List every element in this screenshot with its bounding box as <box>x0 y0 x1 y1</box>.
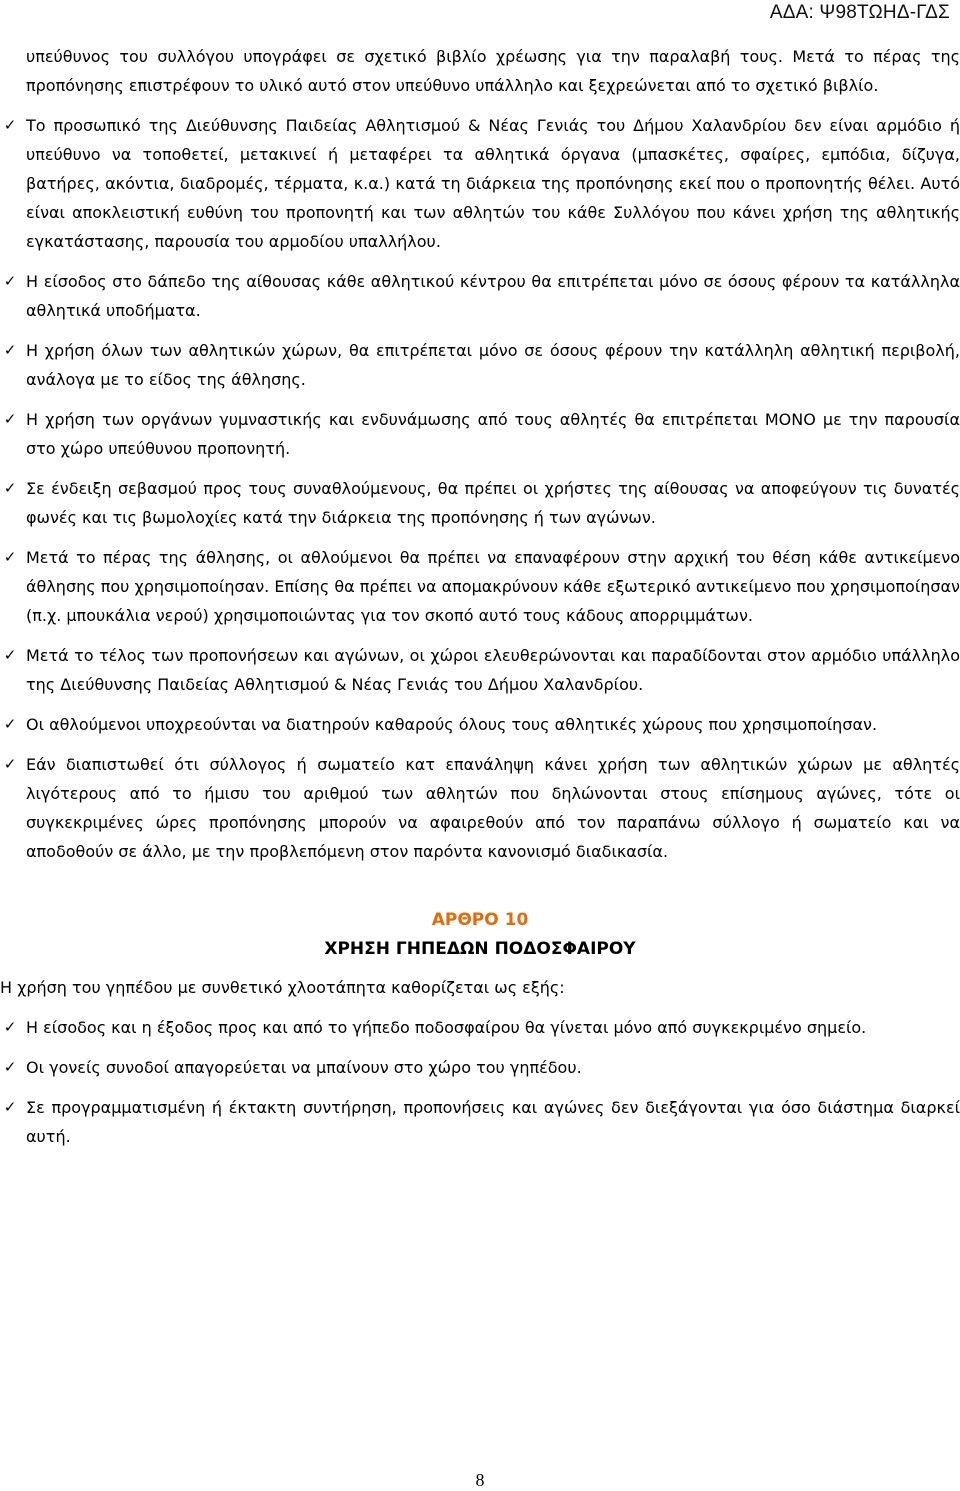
list-item-text: Σε ένδειξη σεβασμού προς τους συναθλούμενους, θα πρέπει οι χρήστες της αίθουσας να αποφεύγουν τις δυνατές φωνές και τις βωμολοχίες κατά την διάρκεια της προπόνησης ή των αγώνων. <box>26 479 960 527</box>
checkmark-icon: ✓ <box>3 1098 17 1116</box>
article-number: ΑΡΘΡΟ 10 <box>431 910 529 930</box>
list-item <box>0 405 960 463</box>
checkmark-icon: ✓ <box>3 715 17 733</box>
list-item-text: Σε προγραμματισμένη ή έκτακτη συντήρηση, προπονήσεις και αγώνες δεν διεξάγονται για όσο διάστημα διαρκεί αυτή. <box>26 1098 960 1146</box>
list-item-text: Το προσωπικό της Διεύθυνσης Παιδείας Αθλητισμού & Νέας Γενιάς του Δήμου Χαλανδρίου δεν είναι αρμόδιο ή υπεύθυνο να τοποθετεί, μετακινεί ή μεταφέρει τα αθλητικά όργανα (μπασκέτες, σφαίρες, εμπόδια, δίζυγα, βατήρες, ακόντια, διαδρομές, τέρματα, κ.α.) κατά τη διάρκεια της προπόνησης εκεί που ο προπονητής θέλει. Αυτό είναι αποκλειστική ευθύνη του προπονητή και των αθλητών του κάθε Συλλόγου που κάνει χρήση της αθλητικής εγκατάστασης, παρουσία του αρμοδίου υπαλλήλου. <box>26 116 960 251</box>
article-title: ΧΡΗΣΗ ΓΗΠΕΔΩΝ ΠΟΔΟΣΦΑΙΡΟΥ <box>324 939 636 959</box>
rules-list <box>0 111 960 866</box>
list-item-text: Οι αθλούμενοι υποχρεούνται να διατηρούν καθαρούς όλους τους αθλητικές χώρους που χρησιμοποίησαν. <box>26 715 878 734</box>
intro-paragraph: υπεύθυνος του συλλόγου υπογράφει σε σχετικό βιβλίο χρέωσης για την παραλαβή τους. Μετά το πέρας της προπόνησης επιστρέφουν το υλικό αυτό στον υπεύθυνο υπάλληλο και ξεχρεώνεται από το σχετικό βιβλίο. <box>26 47 960 95</box>
list-item-text: Η χρήση των οργάνων γυμναστικής και ενδυνάμωσης από τους αθλητές θα επιτρέπεται ΜΟΝΟ με την παρουσία στο χώρο υπεύθυνου προπονητή. <box>26 410 960 458</box>
article-rules-list <box>0 1013 960 1151</box>
list-item <box>0 1053 960 1082</box>
checkmark-icon: ✓ <box>3 755 17 773</box>
list-item <box>0 641 960 699</box>
checkmark-icon: ✓ <box>3 341 17 359</box>
checkmark-icon: ✓ <box>3 646 17 664</box>
checkmark-icon: ✓ <box>3 1058 17 1076</box>
list-item <box>0 111 960 256</box>
list-item-text: Μετά το πέρας της άθλησης, οι αθλούμενοι θα πρέπει να επαναφέρουν στην αρχική του θέση κάθε αντικείμενο άθλησης που χρησιμοποίησαν. Επίσης θα πρέπει να απομακρύνουν κάθε εξωτερικό αντικείμενο που χρησιμοποίησαν (π.χ. μπουκάλια νερού) χρησιμοποιώντας για τον σκοπό αυτό τους κάδους απορριμμάτων. <box>26 548 960 625</box>
list-item-text: Η είσοδος στο δάπεδο της αίθουσας κάθε αθλητικού κέντρου θα επιτρέπεται μόνο σε όσους φέρουν τα κατάλληλα αθλητικά υποδήματα. <box>26 272 960 320</box>
list-item-text: Οι γονείς συνοδοί απαγορεύεται να μπαίνουν στο χώρο του γηπέδου. <box>26 1058 582 1077</box>
document-body <box>0 42 960 1151</box>
list-item-text: Η είσοδος και η έξοδος προς και από το γήπεδο ποδοσφαίρου θα γίνεται μόνο από συγκεκριμένο σημείο. <box>26 1018 867 1037</box>
list-item-text: Η χρήση όλων των αθλητικών χώρων, θα επιτρέπεται μόνο σε όσους φέρουν την κατάλληλη αθλητική περιβολή, ανάλογα με το είδος της άθλησης. <box>26 341 960 389</box>
list-item <box>0 336 960 394</box>
checkmark-icon: ✓ <box>3 479 17 497</box>
page-number: 8 <box>475 1470 485 1490</box>
checkmark-icon: ✓ <box>3 410 17 428</box>
list-item <box>0 474 960 532</box>
list-item-text: Μετά το τέλος των προπονήσεων και αγώνων, οι χώροι ελευθερώνονται και παραδίδονται στον αρμόδιο υπάλληλο της Διεύθυνσης Παιδείας Αθλητισμού & Νέας Γενιάς του Δήμου Χαλανδρίου. <box>26 646 960 694</box>
checkmark-icon: ✓ <box>3 548 17 566</box>
ada-code: ΑΔΑ: Ψ98ΤΩΗΔ-ΓΔΣ <box>769 2 950 23</box>
list-item <box>0 543 960 630</box>
article-lead: Η χρήση του γηπέδου με συνθετικό χλοοτάπητα καθορίζεται ως εξής: <box>0 978 565 997</box>
list-item <box>0 267 960 325</box>
checkmark-icon: ✓ <box>3 272 17 290</box>
list-item <box>0 1013 960 1042</box>
list-item <box>0 710 960 739</box>
list-item <box>0 750 960 866</box>
list-item-text: Εάν διαπιστωθεί ότι σύλλογος ή σωματείο κατ επανάληψη κάνει χρήση των αθλητικών χώρων με αθλητές λιγότερους από το ήμισυ του αριθμού των αθλητών που δηλώνονται στους επίσημους αγώνες, τότε οι συγκεκριμένες ώρες προπόνησης μπορούν να αφαιρεθούν από τον παραπάνω σύλλογο ή σωματείο και να αποδοθούν σε άλλο, με την προβλεπόμενη στον παρόντα κανονισμό διαδικασία. <box>26 755 960 861</box>
checkmark-icon: ✓ <box>3 1018 17 1036</box>
list-item <box>0 1093 960 1151</box>
checkmark-icon: ✓ <box>3 116 17 134</box>
